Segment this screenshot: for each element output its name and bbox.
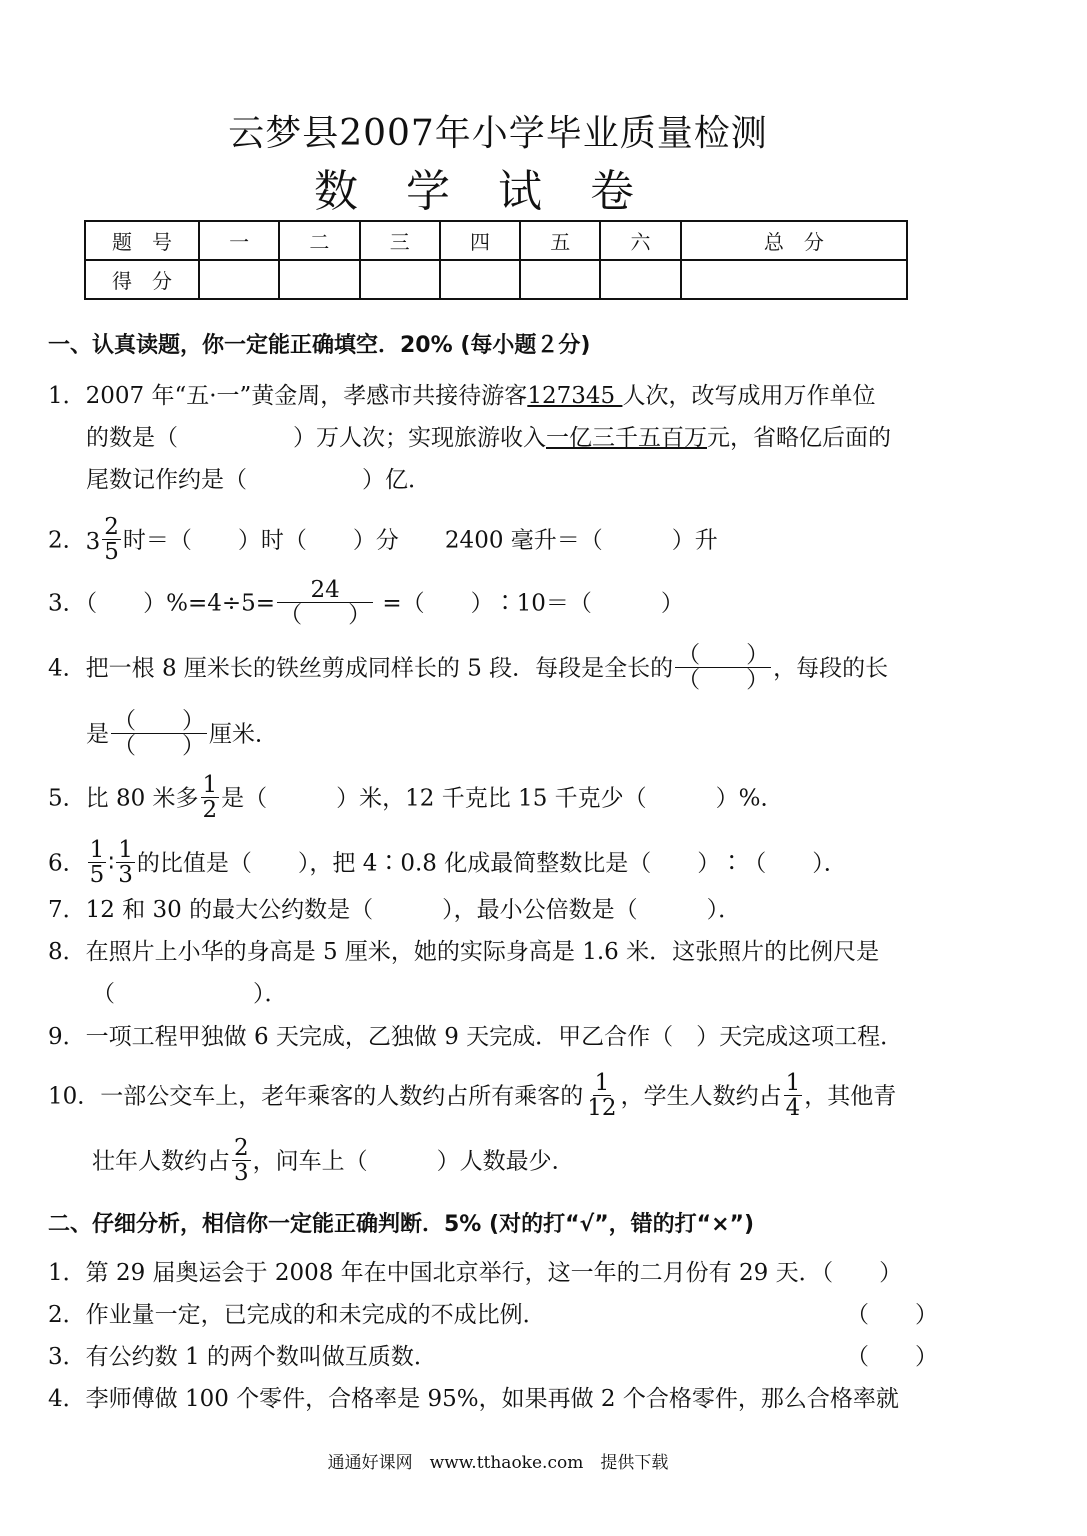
fraction xyxy=(201,773,220,822)
text: 人次，改写成用万作单位 xyxy=(622,383,876,409)
fraction xyxy=(585,1071,618,1120)
judgement-2: 2．作业量一定，已完成的和未完成的不成比例． xyxy=(48,1302,546,1328)
fraction xyxy=(784,1071,803,1120)
numerator: 1 xyxy=(89,837,105,863)
text: 10．一部公交车上，老年乘客的人数约占所有乘客的 xyxy=(48,1083,584,1110)
score-header-cell: 总 分 xyxy=(681,221,907,260)
score-header-cell: 三 xyxy=(360,221,440,260)
underlined-amount: 一亿三千五百万 xyxy=(546,425,707,451)
question-7: 7．12 和 30 的最大公约数是（ ），最小公倍数是（ ）． xyxy=(48,897,742,923)
text: 元，省略亿后面的 xyxy=(707,425,891,451)
text: 6． xyxy=(48,850,86,877)
score-input-cell[interactable] xyxy=(279,260,359,299)
numerator: 2 xyxy=(104,514,119,540)
text: 5．比 80 米多 xyxy=(48,785,199,812)
denominator: （ ） xyxy=(113,733,205,760)
denominator: 12 xyxy=(587,1095,617,1122)
score-table-score-row xyxy=(85,260,907,299)
score-header-cell: 一 xyxy=(199,221,279,260)
question-10-line-2 xyxy=(92,1135,575,1187)
score-table xyxy=(84,220,908,300)
question-4-line-1 xyxy=(48,642,889,694)
numerator: 1 xyxy=(202,772,218,798)
text: 2． xyxy=(48,527,86,554)
numerator: （ ） xyxy=(113,708,205,734)
fraction xyxy=(102,515,121,564)
question-1-line-3: 尾数记作约是（ ）亿． xyxy=(86,467,431,493)
underlined-number: 127345 xyxy=(527,383,623,409)
score-input-cell[interactable] xyxy=(360,260,440,299)
score-input-cell[interactable] xyxy=(520,260,600,299)
numerator: （ ） xyxy=(677,642,770,668)
ratio-sign: ∶ xyxy=(108,850,115,877)
question-4-line-2 xyxy=(86,708,278,760)
text: 4．把一根 8 厘米长的铁丝剪成同样长的 5 段．每段是全长的 xyxy=(48,655,674,682)
question-5 xyxy=(48,772,784,824)
text: ，学生人数约占 xyxy=(620,1083,782,1110)
section-2-heading: 二、仔细分析，相信你一定能正确判断．5% (对的打“√”，错的打“×”) xyxy=(48,1212,755,1237)
question-8-line-2: （ ）． xyxy=(92,981,288,1007)
denominator: 5 xyxy=(104,539,119,566)
exam-title: 云梦县2007年小学毕业质量检测 xyxy=(228,113,768,154)
text: 壮年人数约占 xyxy=(92,1148,230,1175)
score-input-cell[interactable] xyxy=(199,260,279,299)
denominator: （ ） xyxy=(677,667,770,694)
numerator: 1 xyxy=(785,1070,801,1096)
fraction xyxy=(232,1136,251,1185)
footer-source: 通通好课网 www.tthaoke.com 提供下载 xyxy=(327,1453,669,1473)
numerator: 1 xyxy=(594,1070,610,1096)
text: 1．2007 年“五·一”黄金周，孝感市共接待游客 xyxy=(48,383,528,409)
denominator: （ ） xyxy=(279,602,372,629)
question-6 xyxy=(48,837,847,889)
question-1-line-1 xyxy=(48,381,875,411)
question-9: 9．一项工程甲独做 6 天完成，乙独做 9 天完成．甲乙合作（ ）天完成这项工程． xyxy=(48,1024,904,1050)
fraction xyxy=(88,838,107,887)
score-input-cell[interactable] xyxy=(600,260,680,299)
mixed-number xyxy=(85,514,123,566)
section-1-heading: 一、认真读题，你一定能正确填空．20% (每小题２分) xyxy=(48,333,591,358)
text: 是 xyxy=(86,721,109,748)
question-2 xyxy=(48,514,718,566)
score-input-cell[interactable] xyxy=(440,260,520,299)
score-row-label: 得 分 xyxy=(85,260,199,299)
fraction-blank xyxy=(277,578,373,627)
numerator: 24 xyxy=(277,578,373,603)
text: 的比值是（ ），把 4∶0.8 化成最简整数比是（ ）∶（ ）． xyxy=(136,850,847,877)
numerator: 2 xyxy=(234,1135,249,1161)
question-3 xyxy=(48,577,684,629)
judgement-4: 4．李师傅做 100 个零件，合格率是 95%，如果再做 2 个合格零件，那么合格率就 xyxy=(48,1386,899,1412)
score-header-cell: 题 号 xyxy=(85,221,199,260)
numerator: 1 xyxy=(118,837,133,863)
denominator: 3 xyxy=(234,1160,249,1187)
text: =（ ）∶10＝（ ） xyxy=(375,590,684,617)
judgement-3-answer-blank[interactable]: （ ） xyxy=(846,1344,938,1370)
text: ，每段的长 xyxy=(773,655,889,682)
exam-subtitle: 数学试卷 xyxy=(314,166,682,217)
score-header-cell: 五 xyxy=(520,221,600,260)
text: 时＝（ ）时（ ）分 2400 毫升＝（ ）升 xyxy=(122,527,718,554)
score-input-cell[interactable] xyxy=(681,260,907,299)
denominator: 3 xyxy=(118,862,133,889)
question-10-line-1 xyxy=(48,1070,897,1122)
denominator: 5 xyxy=(89,862,105,889)
judgement-2-answer-blank[interactable]: （ ） xyxy=(846,1302,938,1328)
text: 是（ ）米，12 千克比 15 千克少（ ）%． xyxy=(221,785,784,812)
fraction xyxy=(116,838,135,887)
score-header-cell: 四 xyxy=(440,221,520,260)
question-8-line-1: 8．在照片上小华的身高是 5 厘米，她的实际身高是 1.6 米．这张照片的比例尺是 xyxy=(48,939,880,965)
judgement-1: 1．第 29 届奥运会于 2008 年在中国北京举行，这一年的二月份有 29 天．（ ） xyxy=(48,1260,903,1286)
text: ，其他青 xyxy=(804,1083,897,1110)
score-table-header-row xyxy=(85,221,907,260)
whole-part: 3 xyxy=(85,528,101,555)
score-header-cell: 二 xyxy=(279,221,359,260)
question-1-line-2 xyxy=(86,423,891,453)
fraction-blank xyxy=(111,709,207,758)
text: 的数是（ ）万人次；实现旅游收入 xyxy=(86,425,546,451)
text: 3．（ ）%=4÷5= xyxy=(48,590,276,617)
judgement-3: 3．有公约数 1 的两个数叫做互质数． xyxy=(48,1344,437,1370)
text: ，问车上（ ）人数最少． xyxy=(252,1148,575,1175)
score-header-cell: 六 xyxy=(600,221,680,260)
fraction-blank xyxy=(675,643,771,692)
denominator: 2 xyxy=(202,797,218,824)
text: 厘米． xyxy=(209,721,278,748)
denominator: 4 xyxy=(785,1095,801,1122)
